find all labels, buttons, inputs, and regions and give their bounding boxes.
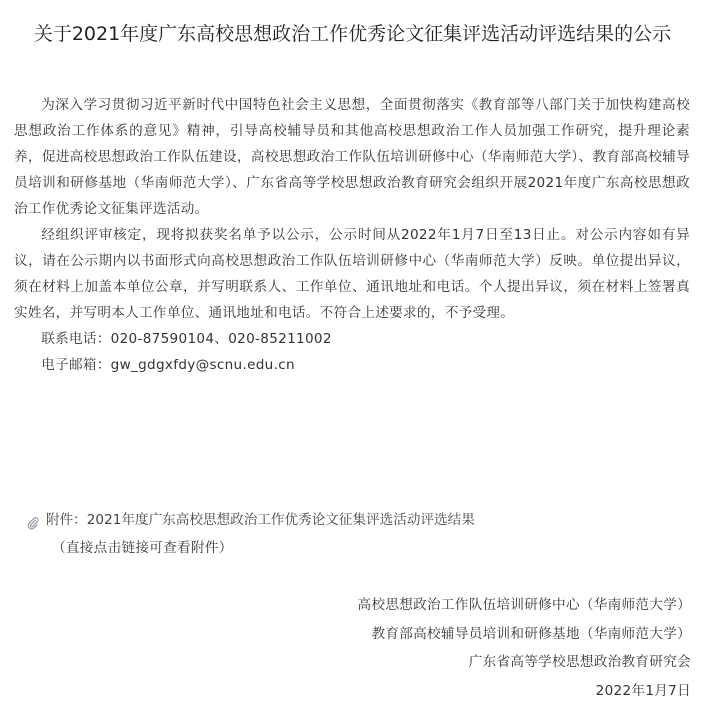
paperclip-icon bbox=[26, 513, 40, 527]
attachment-note: （直接点击链接可查看附件） bbox=[52, 540, 233, 556]
attachment-label: 附件： bbox=[46, 512, 87, 528]
signature-org-2: 教育部高校辅导员培训和研修基地（华南师范大学） bbox=[371, 625, 691, 642]
signature-org-1: 高校思想政治工作队伍培训研修中心（华南师范大学） bbox=[357, 597, 691, 613]
email-label: 电子邮箱： bbox=[41, 357, 111, 373]
phone-label: 联系电话： bbox=[41, 331, 111, 347]
contact-email bbox=[14, 352, 690, 378]
signature-org-3: 广东省高等学校思想政治教育研究会 bbox=[468, 654, 691, 670]
attachment-link[interactable]: 2021年度广东高校思想政治工作优秀论文征集评选活动评选结果 bbox=[86, 512, 475, 528]
signature-block bbox=[358, 591, 691, 705]
contact-phone bbox=[14, 326, 690, 352]
attachment-row bbox=[26, 507, 475, 533]
notice-body bbox=[14, 92, 690, 378]
phone-value: 020-87590104、020-85211002 bbox=[110, 331, 332, 347]
signature-date: 2022年1月7日 bbox=[595, 682, 691, 699]
paragraph-publicity: 经组织评审核定，现将拟获奖名单予以公示，公示时间从2022年1月7日至13日止。对公示内容如有异议，请在公示期内以书面形式向高校思想政治工作队伍培训研修中心（华南师范大学）反映。单位提出异议，须在材料上加盖本单位公章，并写明联系人、工作单位、通讯地址和电话。个人提出异议，须在材料上签署真实姓名，并写明本人工作单位、通讯地址和电话。不符合上述要求的，不予受理。 bbox=[14, 227, 690, 321]
paragraph-intro: 为深入学习贯彻习近平新时代中国特色社会主义思想，全面贯彻落实《教育部等八部门关于加快构建高校思想政治工作体系的意见》精神，引导高校辅导员和其他高校思想政治工作人员加强工作研究，提升理论素养，促进高校思想政治工作队伍建设，高校思想政治工作队伍培训研修中心（华南师范大学）、教育部高校辅导员培训和研修基地（华南师范大学）、广东省高等学校思想政治教育研究会组织开展2021年度广东高校思想政治工作优秀论文征集评选活动。 bbox=[14, 97, 690, 217]
page-title: 关于2021年度广东高校思想政治工作优秀论文征集评选活动评选结果的公示 bbox=[33, 22, 672, 45]
email-value: gw_gdgxfdy@scnu.edu.cn bbox=[110, 357, 295, 373]
